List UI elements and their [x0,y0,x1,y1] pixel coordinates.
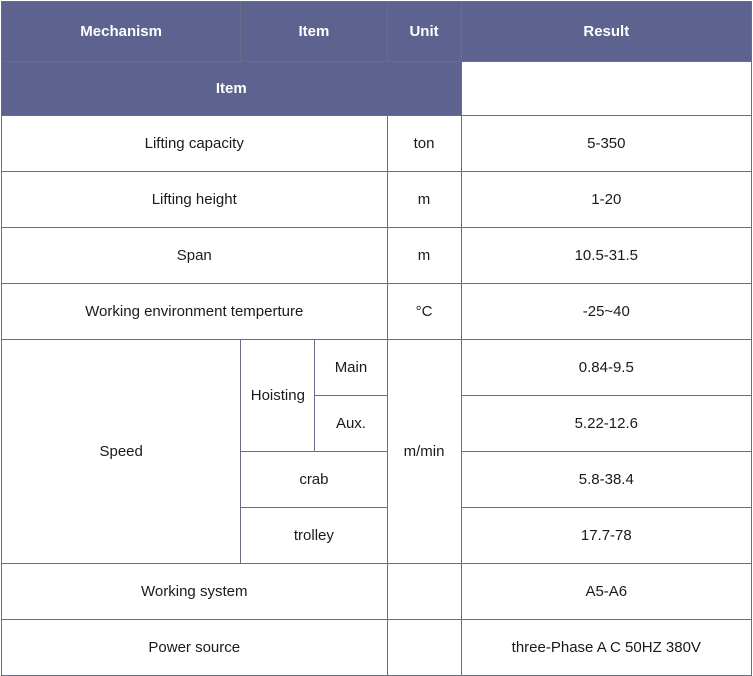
table-row [2,564,752,620]
row-sublabel-hoisting: Hoisting [241,340,315,452]
column-header-item: Item [241,2,387,62]
table-row [2,172,752,228]
row-result-speed-aux: 5.22-12.6 [461,396,751,452]
subheader-item: Item [2,62,462,116]
row-result-working-system: A5-A6 [461,564,751,620]
row-label-span: Span [2,228,388,284]
table-row [2,116,752,172]
specification-table [1,1,752,676]
row-result-speed-crab: 5.8-38.4 [461,452,751,508]
row-result-speed-trolley: 17.7-78 [461,508,751,564]
column-header-mechanism: Mechanism [2,2,241,62]
column-header-result: Result [461,2,751,62]
table-subheader-row [2,62,752,116]
row-unit-working-system [387,564,461,620]
row-result-working-environment-temperture: -25~40 [461,284,751,340]
row-label-working-system: Working system [2,564,388,620]
row-unit-power-source [387,620,461,676]
row-result-speed-main: 0.84-9.5 [461,340,751,396]
row-label-speed: Speed [2,340,241,564]
row-unit-working-environment-temperture: °C [387,284,461,340]
spec-table-wrapper [0,1,753,656]
table-header-row [2,2,752,62]
row-sublabel-main: Main [315,340,387,396]
row-label-lifting-capacity: Lifting capacity [2,116,388,172]
table-row [2,228,752,284]
row-result-power-source: three-Phase A C 50HZ 380V [461,620,751,676]
row-label-lifting-height: Lifting height [2,172,388,228]
row-result-span: 10.5-31.5 [461,228,751,284]
row-sublabel-crab: crab [241,452,387,508]
row-unit-lifting-height: m [387,172,461,228]
column-header-unit: Unit [387,2,461,62]
row-sublabel-aux: Aux. [315,396,387,452]
row-label-working-environment-temperture: Working environment temperture [2,284,388,340]
row-result-lifting-height: 1-20 [461,172,751,228]
row-result-lifting-capacity: 5-350 [461,116,751,172]
subheader-blank [461,62,751,116]
row-sublabel-trolley: trolley [241,508,387,564]
row-unit-lifting-capacity: ton [387,116,461,172]
table-row-speed-main [2,340,752,396]
row-unit-span: m [387,228,461,284]
row-label-power-source: Power source [2,620,388,676]
row-unit-speed: m/min [387,340,461,564]
table-row [2,284,752,340]
table-row [2,620,752,676]
